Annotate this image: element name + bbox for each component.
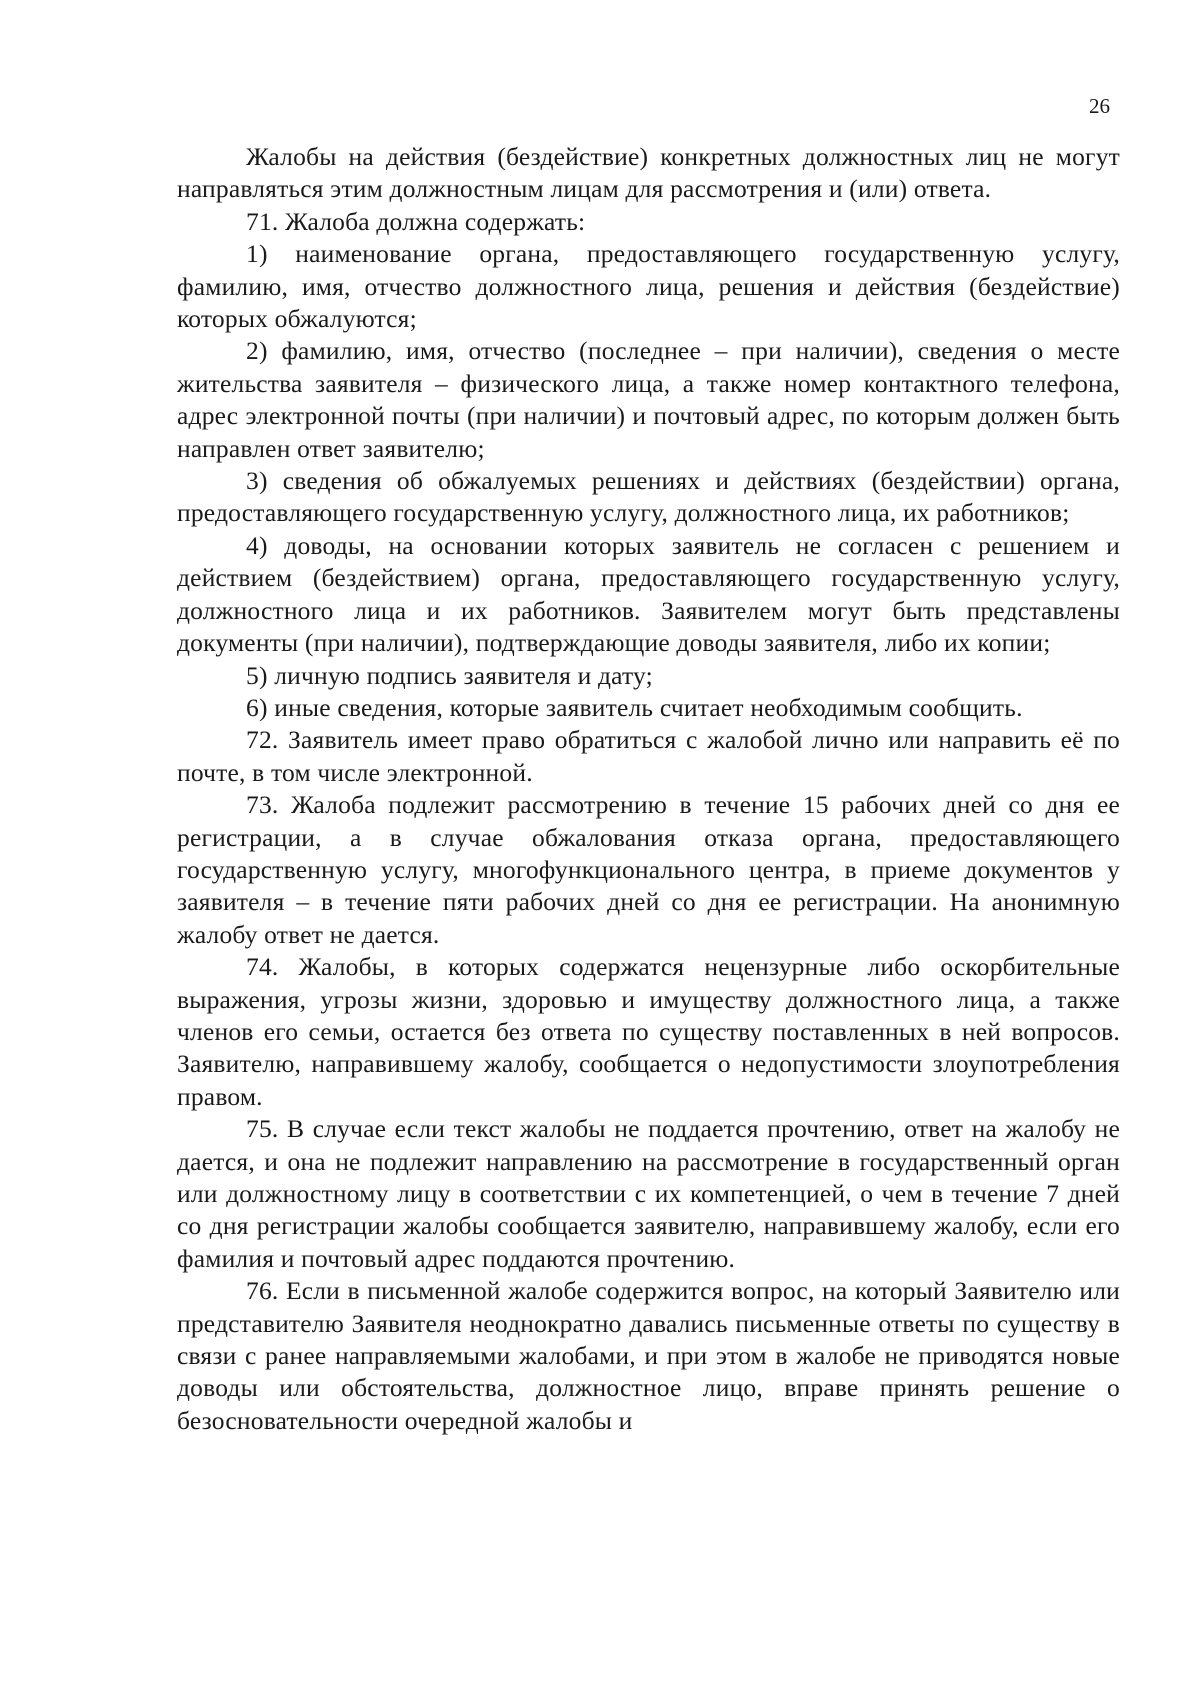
page-number: 26 [1089,94,1110,118]
paragraph-71-item-5: 5) личную подпись заявителя и дату; [246,660,653,690]
paragraph-71-item-3: 3) сведения об обжалуемых решениях и действиях (бездействии) органа, предоставляющего государственную услугу, должностного лица, их работников; [177,466,1120,528]
paragraph-71-item-6: 6) иные сведения, которые заявитель считает необходимым сообщить. [246,692,1023,722]
paragraph-72: 72. Заявитель имеет право обратиться с жалобой лично или направить её по почте, в том числе электронной. [177,725,1120,787]
paragraph-75: 75. В случае если текст жалобы не поддается прочтению, ответ на жалобу не дается, и она не подлежит направлению на рассмотрение в государственный орган или должностному лицу в соответствии с их компетенцией, о чем в течение 7 дней со дня регистрации жалобы сообщается заявителю, направившему жалобу, если его фамилия и почтовый адрес поддаются прочтению. [177,1114,1120,1273]
paragraph-71-item-2: 2) фамилию, имя, отчество (последнее – при наличии), сведения о месте жительства заявителя – физического лица, а также номер контактного телефона, адрес электронной почты (при наличии) и почтовый адрес, по которым должен быть направлен ответ заявителю; [177,336,1120,463]
paragraph-73: 73. Жалоба подлежит рассмотрению в течение 15 рабочих дней со дня ее регистрации, а в случае обжалования отказа органа, предоставляющего государственную услугу, многофункционального центра, в приеме документов у заявителя – в течение пяти рабочих дней со дня ее регистрации. На анонимную жалобу ответ не дается. [177,790,1120,949]
paragraph-71-item-1: 1) наименование органа, предоставляющего государственную услугу, фамилию, имя, отчество должностного лица, решения и действия (бездействие) которых обжалуются; [177,239,1120,334]
paragraph-76: 76. Если в письменной жалобе содержится вопрос, на который Заявителю или представителю Заявителя неоднократно давались письменные ответы по существу в связи с ранее направляемыми жалобами, и при этом в жалобе не приводятся новые доводы или обстоятельства, должностное лицо, вправе принять решение о безосновательности очередной жалобы и [177,1276,1120,1435]
paragraph-complaints-officials: Жалобы на действия (бездействие) конкретных должностных лиц не могут направляться этим должностным лицам для рассмотрения и (или) ответа. [177,142,1120,204]
paragraph-71-item-4: 4) доводы, на основании которых заявитель не согласен с решением и действием (бездействием) органа, предоставляющего государственную услугу, должностного лица и их работников. Заявителем могут быть представлены документы (при наличии), подтверждающие доводы заявителя, либо их копии; [177,530,1120,658]
document-body [177,141,1120,1437]
paragraph-74: 74. Жалобы, в которых содержатся нецензурные либо оскорбительные выражения, угрозы жизни, здоровью и имуществу должностного лица, а также членов его семьи, остается без ответа по существу поставленных в ней вопросов. Заявителю, направившему жалобу, сообщается о недопустимости злоупотребления правом. [177,952,1120,1111]
paragraph-71-header: 71. Жалоба должна содержать: [246,206,586,236]
